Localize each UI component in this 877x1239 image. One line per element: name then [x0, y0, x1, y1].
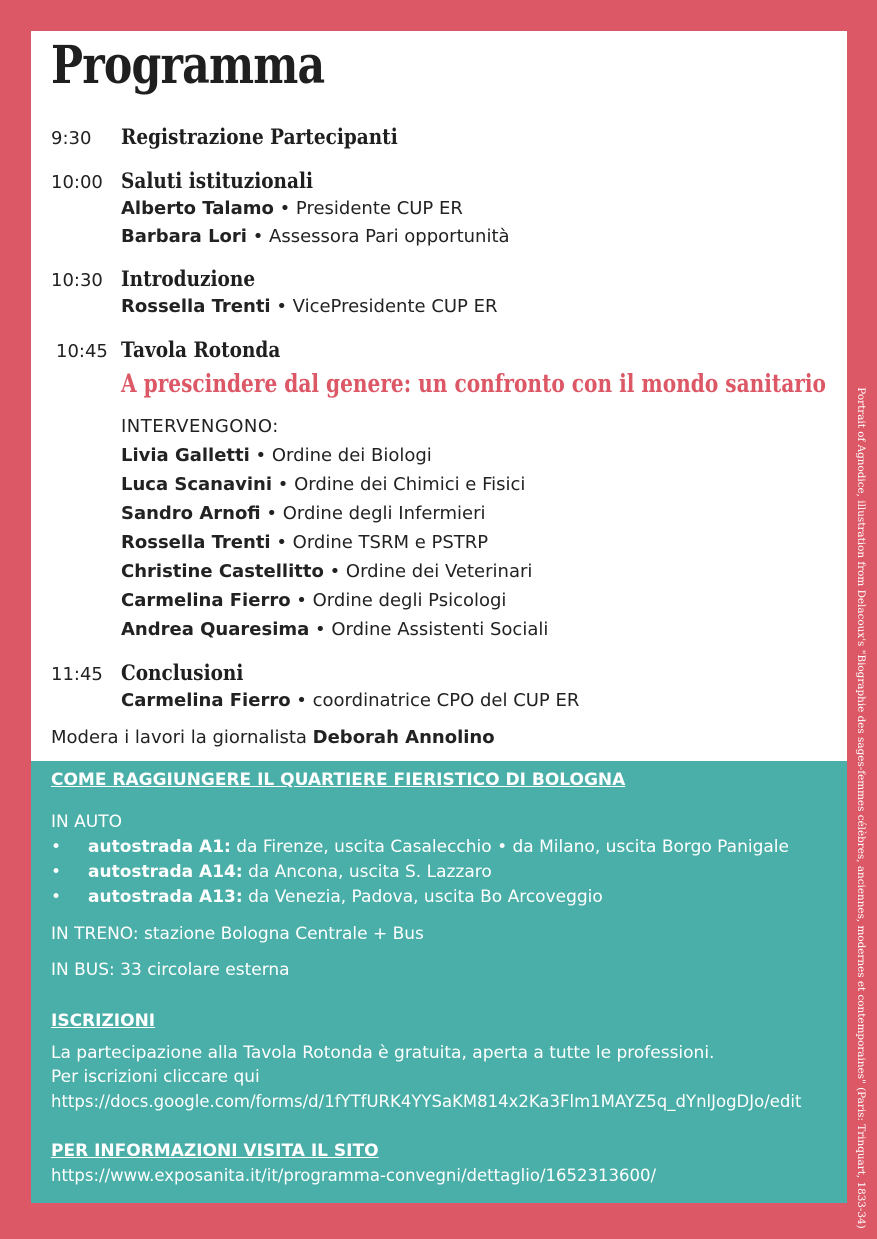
speaker-line [121, 445, 432, 466]
time-label: 10:00 [51, 172, 103, 193]
route-road: autostrada A1: [88, 837, 231, 857]
time-label: 9:30 [51, 128, 92, 149]
bullet-dot: • [51, 862, 62, 882]
speaker-name: Luca Scanavini [121, 474, 272, 495]
speaker-line [121, 619, 548, 640]
speaker-name: Carmelina Fierro [121, 590, 291, 611]
info-heading: PER INFORMAZIONI VISITA IL SITO [51, 1141, 379, 1161]
registration-link[interactable]: https://docs.google.com/forms/d/1fYTfURK4YYSaKM814x2Ka3Flm1MAYZ5q_dYnlJogDJo/edit [51, 1092, 802, 1111]
route-detail: da Ancona, uscita S. Lazzaro [248, 862, 492, 882]
bullet-dot: • [51, 837, 62, 857]
route-text [88, 887, 603, 907]
speaker-name: Sandro Arnofi [121, 503, 261, 524]
route-text [88, 862, 492, 882]
bullet-dot: • [51, 887, 62, 907]
time-label: 11:45 [51, 664, 103, 685]
speaker-name: Barbara Lori [121, 226, 247, 247]
speaker-role: • Ordine dei Veterinari [329, 561, 533, 582]
image-credit-text: Portrait of Agnodice, illustration from Delacoux's "Biographie des sages-femmes célèbres, anciennes, modernes et contemporaines" (Paris: Trinquart, 1833-34) [855, 387, 867, 1229]
speaker-line [121, 532, 488, 553]
speaker-role: • Ordine TSRM e PSTRP [276, 532, 489, 553]
route-text [88, 837, 789, 857]
route-detail: da Venezia, Padova, uscita Bo Arcoveggio [248, 887, 603, 907]
moderator-line [51, 727, 495, 748]
info-link[interactable]: https://www.exposanita.it/it/programma-convegni/dettaglio/1652313600/ [51, 1166, 657, 1185]
speaker-name: Rossella Trenti [121, 532, 271, 553]
list-item [51, 837, 831, 859]
directions-heading: COME RAGGIUNGERE IL QUARTIERE FIERISTICO DI BOLOGNA [51, 770, 626, 790]
speaker-role: • coordinatrice CPO del CUP ER [296, 690, 580, 711]
moderator-text: Modera i lavori la giornalista [51, 727, 307, 748]
session-heading: Introduzione [121, 266, 256, 291]
session-heading: Registrazione Partecipanti [121, 124, 398, 149]
round-table-subtitle: A prescindere dal genere: un confronto con il mondo sanitario [121, 369, 826, 398]
speaker-line [121, 503, 485, 524]
speaker-name: Alberto Talamo [121, 198, 274, 219]
train-info: IN TRENO: stazione Bologna Centrale + Bus [51, 924, 424, 944]
speaker-role: • Presidente CUP ER [279, 198, 463, 219]
route-detail: da Firenze, uscita Casalecchio • da Milano, uscita Borgo Panigale [236, 837, 789, 857]
speaker-line [121, 590, 506, 611]
session-heading: Conclusioni [121, 660, 244, 685]
bus-info: IN BUS: 33 circolare esterna [51, 960, 290, 980]
list-item [51, 887, 831, 909]
speaker-name: Carmelina Fierro [121, 690, 291, 711]
speaker-line [121, 226, 510, 247]
speaker-name: Rossella Trenti [121, 296, 271, 317]
speaker-role: • Assessora Pari opportunità [252, 226, 510, 247]
speaker-role: • Ordine dei Biologi [255, 445, 432, 466]
speaker-name: Christine Castellitto [121, 561, 324, 582]
info-panel [31, 761, 847, 1203]
speaker-line [121, 296, 498, 317]
intervengono-label: INTERVENGONO: [121, 416, 279, 437]
session-heading: Saluti istituzionali [121, 168, 314, 193]
speaker-line [121, 690, 579, 711]
time-label: 10:45 [56, 341, 108, 362]
registration-heading: ISCRIZIONI [51, 1011, 156, 1031]
moderator-name: Deborah Annolino [312, 727, 495, 748]
page-title: Programma [51, 35, 325, 96]
speaker-name: Andrea Quaresima [121, 619, 310, 640]
speaker-role: • Ordine Assistenti Sociali [315, 619, 549, 640]
speaker-role: • Ordine degli Psicologi [296, 590, 507, 611]
speaker-role: • VicePresidente CUP ER [276, 296, 498, 317]
speaker-line [121, 474, 525, 495]
session-heading: Tavola Rotonda [121, 337, 281, 362]
route-road: autostrada A14: [88, 862, 243, 882]
car-label: IN AUTO [51, 812, 122, 832]
list-item [51, 862, 831, 884]
registration-cta: Per iscrizioni cliccare qui [51, 1067, 260, 1087]
registration-text: La partecipazione alla Tavola Rotonda è gratuita, aperta a tutte le professioni. [51, 1043, 715, 1063]
speaker-role: • Ordine dei Chimici e Fisici [277, 474, 526, 495]
program-panel [31, 31, 847, 761]
speaker-line [121, 198, 463, 219]
speaker-line [121, 561, 532, 582]
speaker-name: Livia Galletti [121, 445, 250, 466]
time-label: 10:30 [51, 270, 103, 291]
route-road: autostrada A13: [88, 887, 243, 907]
speaker-role: • Ordine degli Infermieri [266, 503, 486, 524]
